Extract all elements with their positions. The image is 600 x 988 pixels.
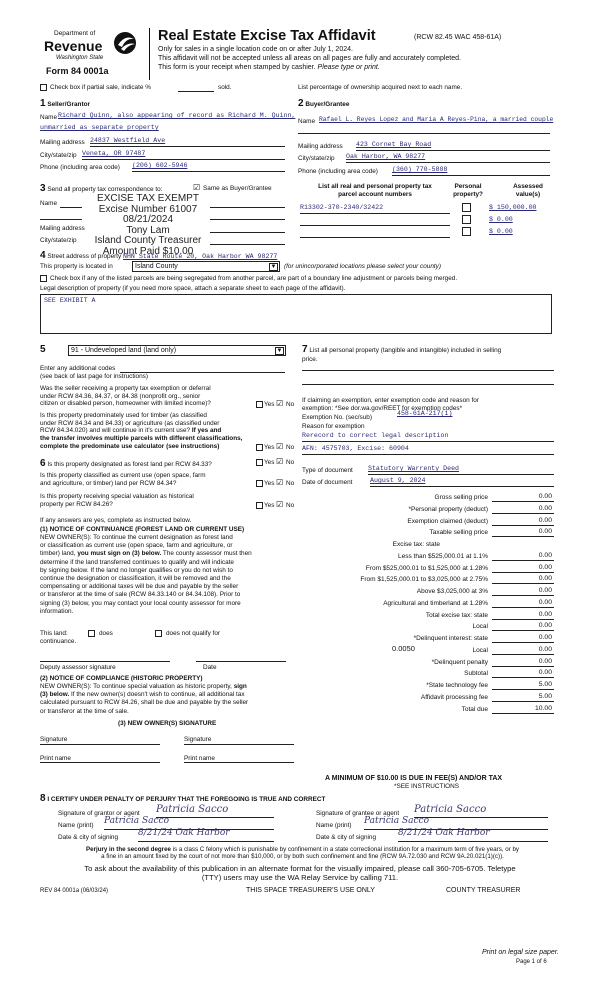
section-5-number: 5: [40, 344, 46, 355]
land-use-select[interactable]: 91 - Undeveloped land (land only) ▼: [68, 345, 286, 356]
tax-row-value[interactable]: 0.00: [492, 599, 554, 608]
tax-row-label: Exemption claimed (deduct): [407, 517, 488, 525]
accessibility-notice: To ask about the availability of this publication in an alternate format for the visually impaired, please call 360-705-6705. Teletype (TTY) users may use the WA Relay Service by calling 711.: [84, 864, 516, 883]
buyer-mail-label: Mailing address: [298, 143, 343, 150]
tax-row-value[interactable]: 0.00: [492, 634, 554, 643]
tax-row-label: Agricultural and timberland at 1.28%: [383, 599, 488, 607]
revision-label: REV 84 0001a (06/03/24): [40, 888, 109, 894]
dept-label: Revenue: [44, 38, 103, 54]
county-select[interactable]: Island County ▼: [132, 261, 280, 272]
grantor-print-name[interactable]: Patricia Sacco: [104, 816, 169, 826]
state-label: Washington State: [56, 55, 104, 61]
treasurer-exempt-stamp: EXCISE TAX EXEMPT Excise Number 61007 08/21/2024 Tony Lam Island County Treasurer Amount Paid $10.00: [94, 193, 202, 257]
tax-row-label: *Delinquent penalty: [431, 658, 488, 666]
tax-row-value[interactable]: 0.00: [492, 611, 554, 620]
notice-continuance-text: NEW OWNER(S): To continue the current designation as forest land or classification as current use (open space, farm and agriculture, or timber) land, you must sign on (3) below. The county assessor must then determine if the land transferred continues to qualify and will indicate by signing below. If the land no longer qualifies or you do not wish to continue the designation or classification, it will be removed and the compensating or additional taxes will be due and payable by the seller or transferor at the time of sale (RCW 84.33.140 or 84.34.108). Prior to signing (3) below, you may contact your local county assessor for more information.: [40, 534, 252, 615]
grantor-print-label: Name (print): [58, 822, 94, 829]
treasurer-only-label: THIS SPACE TREASURER'S USE ONLY: [246, 887, 375, 894]
header-divider: [149, 28, 150, 80]
personal-property-field[interactable]: [302, 370, 554, 371]
exemption-yes-checkbox[interactable]: [256, 401, 263, 408]
parcel-2-personal-checkbox[interactable]: [462, 215, 471, 224]
page-title: Real Estate Excise Tax Affidavit: [158, 28, 376, 44]
tax-row-value[interactable]: 0.00: [492, 575, 554, 584]
ownership-note: List percentage of ownership acquired next to each name.: [298, 84, 463, 91]
header-note-2: This affidavit will not be accepted unless all areas on all pages are fully and accurately completed.: [158, 55, 461, 62]
grantee-date-city[interactable]: 8/21/24 Oak Harbor: [398, 828, 490, 838]
tax-row-label: *State technology fee: [426, 682, 488, 689]
codes-note: (see back of last page for instructions): [40, 373, 148, 380]
perjury-notice: Perjury in the second degree is a class C felony which is punishable by confinement in a state correctional institution for a maximum term of five years, or by a fine in an amount fixed by the court of not more than $10,000, or by both such confinement and fine (RCW 9A.72.030 and RCW 9A.20.021(1)(c)).: [86, 846, 519, 861]
tax-row-label: Local: [472, 646, 488, 654]
owner-signature-1-field[interactable]: [40, 744, 160, 745]
assessed-value-header: Assessed value(s): [513, 183, 543, 198]
notice-compliance-title: (2) NOTICE OF COMPLIANCE (HISTORIC PROPERTY): [40, 675, 203, 682]
deputy-signature-field[interactable]: [40, 661, 170, 662]
notice-compliance-text: NEW OWNER(S): To continue special valuation as historic property, sign (3) below. If the new owner(s) doesn't wish to continue, all additional tax calculated pursuant to RCW 84.26, shall be due and payable by the seller or transferor at the time of sale.: [40, 683, 249, 715]
buyer-city-label: City/state/zip: [298, 155, 335, 162]
buyer-city-field[interactable]: Oak Harbor, WA 98277: [346, 153, 426, 160]
section-7-heading: 7 List all personal property (tangible and intangible) included in selling price.: [302, 344, 502, 363]
partial-sale-checkbox[interactable]: [40, 84, 47, 91]
chevron-down-icon: ▼: [270, 264, 277, 270]
additional-codes-label: Enter any additional codes: [40, 365, 116, 372]
located-in-label: This property is located in: [40, 263, 113, 270]
tax-row-label: Excise tax: state: [392, 541, 440, 548]
grantor-date-city[interactable]: 8/21/24 Oak Harbor: [138, 828, 230, 838]
parcel-header: List all real and personal property tax parcel account numbers: [318, 183, 432, 198]
section-4-heading: 4 Street address of property NHN State Route 20, Oak Harbor WA 98277: [40, 250, 278, 261]
minimum-due-note: A MINIMUM OF $10.00 IS DUE IN FEE(S) AND/OR TAX: [325, 775, 503, 782]
grantor-date-label: Date & city of signing: [58, 834, 119, 841]
buyer-name-label: Name: [298, 118, 316, 125]
section-1-heading: 1 Seller/Grantor: [40, 98, 90, 109]
does-qualify-checkbox[interactable]: [88, 630, 95, 637]
tax-row-value[interactable]: 0.00: [492, 517, 554, 526]
partial-sale-label: Check box if partial sale, indicate %: [50, 84, 151, 91]
grantee-signature[interactable]: Patricia Sacco: [414, 804, 487, 815]
timber-yes-checkbox[interactable]: [256, 444, 263, 451]
page-number: Page 1 of 6: [516, 959, 547, 965]
doc-type-field[interactable]: Statutory Warrenty Deed: [368, 465, 460, 472]
notice-continuance-title: (1) NOTICE OF CONTINUANCE (FOREST LAND OR CURRENT USE): [40, 526, 245, 533]
historic-yes-checkbox[interactable]: [256, 502, 263, 509]
header-note-3: This form is your receipt when stamped by cashier. Please type or print.: [158, 64, 380, 71]
tax-row-label: From $1,525,000.01 to $3,025,000 at 2.75%: [360, 576, 488, 584]
reason-field-1[interactable]: Rerecord to correct legal description: [302, 432, 449, 439]
seller-mail-field[interactable]: 24837 Westfield Ave: [90, 137, 166, 144]
tax-row-label: Less than $525,000.01 at 1.1%: [398, 552, 488, 560]
tax-row-value[interactable]: 0.00: [492, 552, 554, 561]
tax-row-value[interactable]: 10.00: [492, 705, 554, 714]
legal-paper-note: Print on legal size paper.: [482, 949, 559, 956]
tax-row-value[interactable]: 0.00: [492, 669, 554, 678]
continuance-label: continuance.: [40, 638, 77, 645]
seller-name-field[interactable]: Richard Quinn, also appearing of record as Richard M. Quinn,: [58, 112, 296, 119]
revenue-swirl-icon: [110, 30, 140, 56]
historic-no-checkbox[interactable]: ☑: [276, 500, 284, 509]
exemption-no-checkbox[interactable]: ☑: [276, 399, 284, 408]
parcel-3-personal-checkbox[interactable]: [462, 227, 471, 236]
grantee-print-label: Name (print): [316, 822, 352, 829]
seller-city-field[interactable]: Veneta, OR 97487: [82, 150, 146, 157]
owner-signature-2-field[interactable]: [184, 744, 294, 745]
county-treasurer-label: COUNTY TREASURER: [446, 887, 521, 894]
s3-city-label: City/state/zip: [40, 237, 77, 244]
parcel-value-1[interactable]: $ 150,000.00: [489, 204, 537, 211]
tax-row-label: *Personal property (deduct): [408, 505, 488, 513]
tax-row-value[interactable]: 0.00: [492, 622, 554, 631]
parcel-number-1[interactable]: R13302-370-2340/32422: [300, 204, 384, 211]
doc-date-label: Date of document: [302, 479, 353, 486]
tax-row-label: Taxable selling price: [429, 529, 488, 537]
exemption-no-field[interactable]: 458-61A-217(1): [397, 410, 453, 417]
dept-of-label: Department of: [54, 30, 96, 37]
section-6-instruction: If any answers are yes, complete as instructed below.: [40, 517, 192, 524]
seller-phone-field[interactable]: (206) 602-5946: [132, 162, 188, 169]
tax-row-label: *Delinquent interest: state: [413, 635, 488, 642]
grantor-signature-label: Signature of grantor or agent: [58, 810, 140, 817]
grantee-print-name[interactable]: Patricia Sacco: [364, 816, 429, 826]
grantor-signature[interactable]: Patricia Sacco: [156, 804, 229, 815]
tax-row-value[interactable]: 0.00: [492, 505, 554, 514]
tax-row-value[interactable]: 0.00: [492, 528, 554, 537]
property-street-field[interactable]: NHN State Route 20, Oak Harbor WA 98277: [123, 253, 278, 260]
seller-name-field-2[interactable]: unmarried as separate property: [40, 124, 159, 131]
seller-phone-label: Phone (including area code): [40, 164, 120, 171]
tax-row-value[interactable]: 0.00: [492, 587, 554, 596]
doc-type-label: Type of document: [302, 467, 353, 474]
tax-row-value[interactable]: 5.00: [492, 693, 554, 702]
current-use-yes-checkbox[interactable]: [256, 480, 263, 487]
exemption-intro: If claiming an exemption, enter exemption code and reason for exemption: *See dor.wa.gov/REET for exemption codes*: [302, 397, 479, 412]
same-as-buyer-checkbox[interactable]: ☑: [193, 183, 201, 192]
legal-description-field[interactable]: SEE EXHIBIT A: [40, 294, 552, 334]
tax-row-label: Total due: [461, 705, 488, 713]
section-3-heading: 3 Send all property tax correspondence to:: [40, 183, 163, 194]
form-number: Form 84 0001a: [46, 66, 109, 76]
tax-row-label: Total excise tax: state: [425, 611, 488, 619]
deputy-date-field[interactable]: [196, 661, 286, 662]
tax-row-value[interactable]: 0.00: [492, 564, 554, 573]
section-8-heading: 8 I CERTIFY UNDER PENALTY OF PERJURY THAT THE FOREGOING IS TRUE AND CORRECT: [40, 793, 326, 804]
timber-no-checkbox[interactable]: ☑: [276, 442, 284, 451]
see-instructions-note: *SEE INSTRUCTIONS: [394, 783, 459, 790]
reason-label: Reason for exemption: [302, 423, 365, 430]
grantee-signature-label: Signature of grantee or agent: [316, 810, 400, 817]
buyer-name-field[interactable]: Rafael L. Reyes Lopez and Maria A Reyes-Pina, a married couple: [319, 116, 554, 123]
parcel-value-3[interactable]: $ 0.00: [489, 228, 513, 235]
forest-no-checkbox[interactable]: ☑: [276, 457, 284, 466]
tax-row-value[interactable]: 5.00: [492, 681, 554, 690]
seller-city-label: City/state/zip: [40, 152, 77, 159]
header-note-1: Only for sales in a single location code on or after July 1, 2024.: [158, 46, 353, 53]
tax-row-label: From $525,000.01 to $1,525,000 at 1.28%: [365, 564, 488, 572]
rcw-reference: (RCW 82.45 WAC 458-61A): [414, 34, 502, 41]
buyer-phone-label: Phone (including area code): [298, 168, 378, 175]
exemption-no-label: Exemption No. (sec/sub): [302, 414, 372, 421]
parcel-1-personal-checkbox[interactable]: [462, 203, 471, 212]
tax-row-label: Gross selling price: [434, 494, 488, 501]
uninc-note: (for unincorporated locations please select your county): [284, 263, 442, 270]
doc-date-field[interactable]: August 9, 2024: [370, 477, 426, 484]
forest-yes-checkbox[interactable]: [256, 459, 263, 466]
tax-row-value[interactable]: 0.00: [492, 658, 554, 667]
section-6-q2: Is this property classified as current use (open space, farm and agriculture, or timber) land per RCW 84.34?: [40, 472, 206, 487]
s3-mail-label: Mailing address: [40, 225, 85, 232]
tax-row-label: Above $3,025,000 at 3%: [416, 588, 488, 595]
seller-name-label: Name: [40, 114, 58, 121]
does-not-qualify-checkbox[interactable]: [155, 630, 162, 637]
section-6-q1: 6 Is this property designated as forest land per RCW 84.33?: [40, 458, 212, 469]
buyer-phone-field[interactable]: (360) 770-5808: [392, 166, 448, 173]
personal-property-header: Personal property?: [453, 183, 483, 198]
timber-question: Is this property predominately used for timber (as classified under RCW 84.34 and 84.33) or agriculture (as classified under RCW 84.34.020) and will continue in it's current use? If yes and the transfer involves multiple parcels with different classifications, complete the predominate use calculator (see instructions): [40, 412, 243, 450]
same-as-buyer-label: Same as Buyer/Grantee: [203, 185, 272, 192]
grantee-date-label: Date & city of signing: [316, 834, 377, 841]
tax-row-value[interactable]: 0.00: [492, 646, 554, 655]
s3-name-label: Name: [40, 200, 58, 207]
deputy-date-label: Date: [203, 664, 217, 671]
segregation-checkbox[interactable]: [40, 275, 47, 282]
section-2-heading: 2 Buyer/Grantee: [298, 98, 350, 109]
this-land-label: This land:: [40, 630, 68, 637]
tax-row-label: Subtotal: [464, 670, 488, 678]
local-rate-field[interactable]: 0.0050: [392, 644, 415, 653]
exemption-question: Was the seller receiving a property tax exemption or deferral under RCW 84.36, 84.37, or 84.38 (nonprofit org., senior citizen or disabled person, homeowner with limited income)?: [40, 385, 211, 408]
tax-row-label: Affidavit processing fee: [420, 693, 488, 701]
chevron-down-icon: ▼: [276, 348, 283, 354]
parcel-value-2[interactable]: $ 0.00: [489, 216, 513, 223]
new-owner-signature-title: (3) NEW OWNER(S) SIGNATURE: [118, 720, 217, 727]
partial-sale-sold-label: sold.: [218, 84, 232, 91]
section-6-q3: Is this property receiving special valuation as historical property per RCW 84.26?: [40, 493, 194, 508]
current-use-no-checkbox[interactable]: ☑: [276, 478, 284, 487]
tax-row-value[interactable]: 0.00: [492, 493, 554, 502]
partial-sale-pct-field[interactable]: [178, 91, 214, 92]
legal-description-label: Legal description of property (if you need more space, attach a separate sheet to each page of the affidavit).: [40, 285, 346, 292]
reason-field-2[interactable]: AFN: 4575703, Excise: 60904: [302, 445, 409, 452]
buyer-mail-field[interactable]: 423 Cornet Bay Road: [356, 141, 432, 148]
seller-mail-label: Mailing address: [40, 139, 85, 146]
deputy-signature-label: Deputy assessor signature: [40, 664, 116, 671]
tax-row-label: Local: [472, 623, 488, 631]
segregation-label: Check box if any of the listed parcels are being segregated from another parcel, are part of a boundary line adjustment or parcels being merged.: [50, 275, 458, 282]
